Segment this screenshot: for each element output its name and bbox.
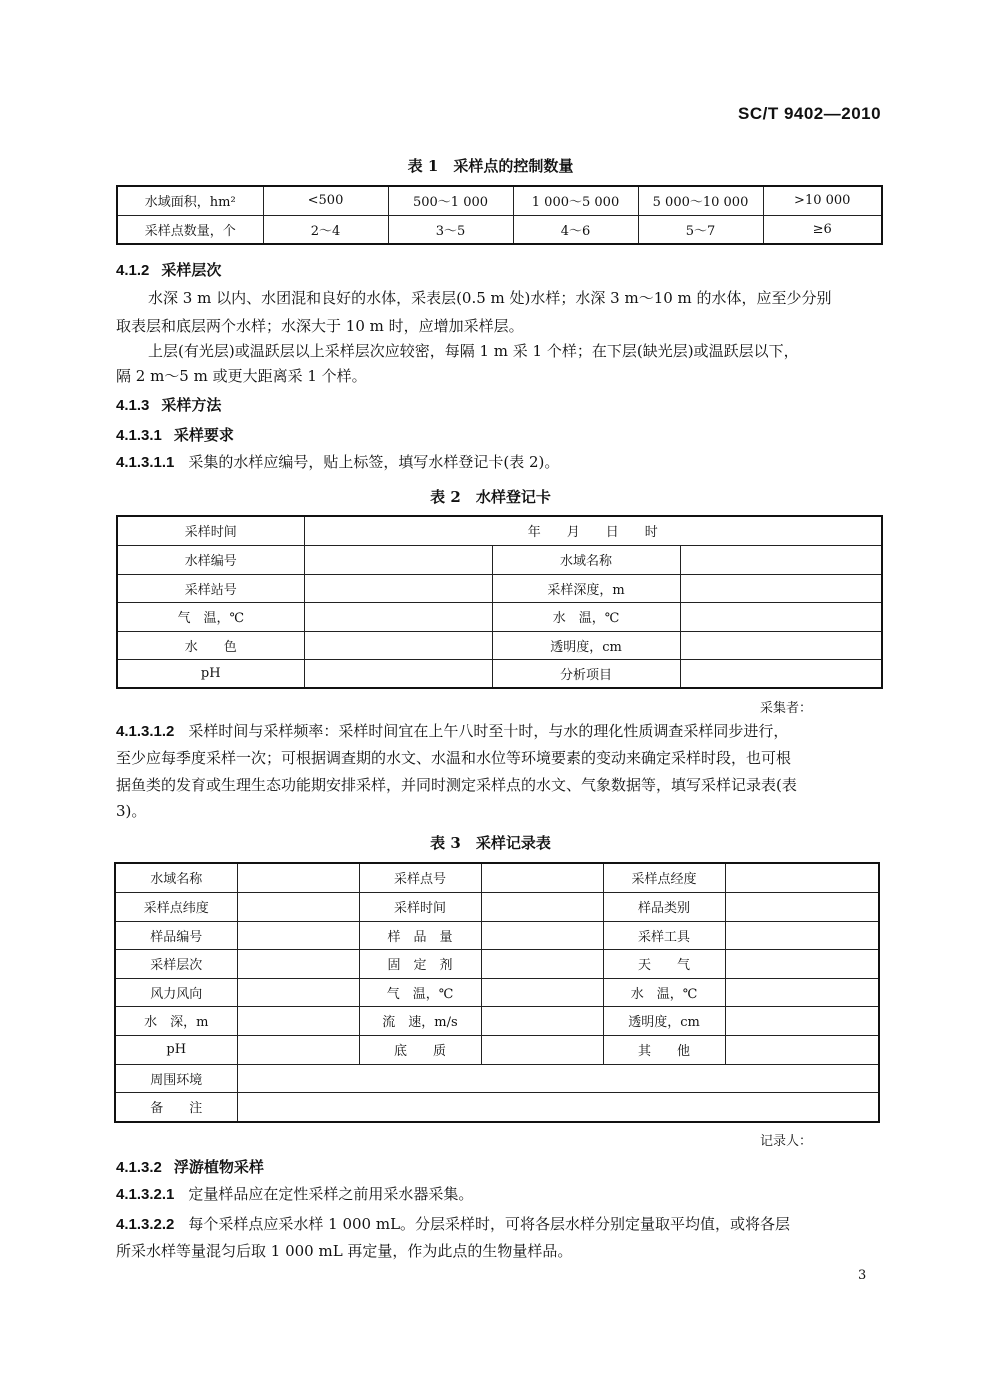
text-line: 至少应每季度采样一次；可根据调查期的水文、水温和水位等环境要素的变动来确定采样时段，也可根	[116, 749, 792, 767]
table-cell: 采样点经度	[603, 863, 725, 892]
table-cell: 备 注	[115, 1092, 237, 1122]
table-cell	[481, 863, 603, 892]
text-line: 取表层和底层两个水样；水深大于 10 m 时，应增加采样层。	[116, 317, 524, 335]
table-cell: >10 000	[763, 186, 882, 215]
table-cell	[237, 1092, 879, 1122]
table-cell: 2～4	[263, 215, 388, 244]
table-cell	[680, 574, 882, 602]
table-row	[115, 921, 879, 949]
table-cell: 采样点数量，个	[117, 215, 263, 244]
table-cell: 水域名称	[492, 545, 680, 574]
table3	[114, 862, 880, 1123]
table-cell	[237, 1064, 879, 1092]
text-line: 上层(有光层)或温跃层以上采样层次应较密，每隔 1 m 采 1 个样；在下层(缺光层)或温跃层以下，	[148, 342, 799, 360]
section-title: 采样要求	[173, 426, 234, 444]
table-cell: 水样编号	[117, 545, 304, 574]
paragraph	[116, 448, 880, 477]
table-cell: 水 深，m	[115, 1006, 237, 1035]
table-cell: 水 温，℃	[603, 978, 725, 1006]
text-line: 所采水样等量混匀后取 1 000 mL 再定量，作为此点的生物量样品。	[116, 1242, 573, 1260]
table1-caption: 表 1 采样点的控制数量	[407, 157, 574, 175]
table-cell: 采样工具	[603, 921, 725, 949]
table-cell	[481, 978, 603, 1006]
table-cell: 样品类别	[603, 892, 725, 921]
table2-caption: 表 2 水样登记卡	[430, 488, 551, 506]
table-cell	[237, 978, 359, 1006]
table-cell: pH	[115, 1035, 237, 1064]
table-cell: 透明度，cm	[492, 631, 680, 659]
section-number: 4.1.3.1.1	[116, 454, 175, 471]
table-cell: 水域名称	[115, 863, 237, 892]
paragraph	[116, 1237, 880, 1266]
section-title: 采样方法	[161, 396, 222, 414]
table-cell	[237, 1035, 359, 1064]
table-cell	[237, 1006, 359, 1035]
table-cell: 4～6	[513, 215, 638, 244]
standard-code: SC/T 9402—2010	[738, 104, 882, 123]
table1-row-count	[117, 215, 882, 244]
table-row	[115, 892, 879, 921]
table-row	[115, 1064, 879, 1092]
section-4-1-3-1-heading	[116, 424, 234, 445]
table-row	[117, 631, 882, 659]
paragraph	[116, 744, 880, 773]
text-line: 采集的水样应编号，贴上标签，填写水样登记卡(表 2)。	[188, 453, 560, 471]
paragraph	[116, 362, 880, 391]
table-row	[117, 516, 882, 545]
table-cell	[481, 1035, 603, 1064]
table-cell: 气 温，℃	[359, 978, 481, 1006]
section-4-1-3-2-heading	[116, 1156, 264, 1177]
table-row	[115, 949, 879, 978]
paragraph	[116, 797, 880, 826]
table-cell	[481, 892, 603, 921]
table-row	[115, 1092, 879, 1122]
table-row	[115, 1035, 879, 1064]
section-number: 4.1.3.2.1	[116, 1186, 175, 1203]
table-cell	[304, 545, 492, 574]
section-4-1-2-heading	[116, 259, 221, 280]
text-line: 采样时间与采样频率：采样时间宜在上午八时至十时，与水的理化性质调查采样同步进行，	[188, 722, 789, 740]
table-cell	[304, 602, 492, 631]
text-line: 水深 3 m 以内、水团混和良好的水体，采表层(0.5 m 处)水样；水深 3 m～10 m 的水体，应至少分别	[148, 289, 832, 307]
table1	[116, 185, 883, 245]
table-cell	[725, 1035, 879, 1064]
table-cell: <500	[263, 186, 388, 215]
table-cell: 采样点号	[359, 863, 481, 892]
table-cell: 透明度，cm	[603, 1006, 725, 1035]
table-cell	[680, 602, 882, 631]
table-cell: 采样深度，m	[492, 574, 680, 602]
table-cell: 样品编号	[115, 921, 237, 949]
text-line: 据鱼类的发育或生理生态功能期安排采样，并同时测定采样点的水文、气象数据等，填写采样记录表(表	[116, 776, 797, 794]
table-cell	[725, 949, 879, 978]
table2	[116, 515, 883, 689]
paragraph	[116, 771, 880, 800]
table-cell	[304, 631, 492, 659]
section-number: 4.1.3.2.2	[116, 1216, 175, 1233]
table-cell: 周围环境	[115, 1064, 237, 1092]
table-cell: 样 品 量	[359, 921, 481, 949]
table3-caption: 表 3 采样记录表	[430, 834, 551, 852]
table-cell	[481, 949, 603, 978]
table-cell	[725, 863, 879, 892]
table-cell	[725, 921, 879, 949]
text-line: 3)。	[116, 802, 147, 820]
table-cell: 底 质	[359, 1035, 481, 1064]
table-cell	[304, 659, 492, 688]
section-number: 4.1.3.2	[116, 1159, 162, 1176]
page-number: 3	[858, 1268, 867, 1283]
section-number: 4.1.3.1.2	[116, 723, 175, 740]
text-line: 定量样品应在定性采样之前用采水器采集。	[188, 1185, 474, 1203]
table-cell: 固 定 剂	[359, 949, 481, 978]
table-row	[117, 659, 882, 688]
section-number: 4.1.2	[116, 262, 150, 279]
table-cell	[680, 631, 882, 659]
table-cell	[680, 545, 882, 574]
paragraph	[116, 717, 880, 746]
table-row	[115, 863, 879, 892]
table-cell	[304, 574, 492, 602]
table-cell: pH	[117, 659, 304, 688]
table-cell	[237, 863, 359, 892]
paragraph	[116, 284, 880, 313]
table-cell: 水 色	[117, 631, 304, 659]
table-cell: 流 速，m/s	[359, 1006, 481, 1035]
table-cell	[237, 921, 359, 949]
table-cell: ≥6	[763, 215, 882, 244]
table-cell: 采样点纬度	[115, 892, 237, 921]
table-cell: 风力风向	[115, 978, 237, 1006]
table-row	[115, 978, 879, 1006]
recorder-signature: 记录人：	[760, 1134, 813, 1149]
section-title: 采样层次	[161, 261, 222, 279]
table-cell: 水域面积，hm²	[117, 186, 263, 215]
table-cell: 3～5	[388, 215, 513, 244]
table-cell	[725, 978, 879, 1006]
table-cell	[237, 892, 359, 921]
table-cell: 1 000～5 000	[513, 186, 638, 215]
paragraph	[116, 1180, 880, 1209]
table-cell: 采样时间	[359, 892, 481, 921]
section-title: 浮游植物采样	[173, 1158, 264, 1176]
table-cell	[237, 949, 359, 978]
table-cell: 500～1 000	[388, 186, 513, 215]
table-row	[117, 602, 882, 631]
table-cell: 采样站号	[117, 574, 304, 602]
table-cell: 5 000～10 000	[638, 186, 763, 215]
table1-row-area	[117, 186, 882, 215]
table-row	[117, 574, 882, 602]
text-line: 隔 2 m～5 m 或更大距离采 1 个样。	[116, 367, 367, 385]
section-number: 4.1.3	[116, 397, 150, 414]
table-cell: 年 月 日 时	[304, 516, 882, 545]
table-cell	[680, 659, 882, 688]
table-cell: 天 气	[603, 949, 725, 978]
section-4-1-3-heading	[116, 394, 221, 415]
table-cell: 其 他	[603, 1035, 725, 1064]
table-cell	[725, 1006, 879, 1035]
table-cell: 采样层次	[115, 949, 237, 978]
table-cell	[725, 892, 879, 921]
table-cell: 气 温，℃	[117, 602, 304, 631]
table-cell: 分析项目	[492, 659, 680, 688]
table-cell: 采样时间	[117, 516, 304, 545]
section-number: 4.1.3.1	[116, 427, 162, 444]
table-cell	[481, 1006, 603, 1035]
collector-signature: 采集者：	[760, 701, 813, 716]
table-cell: 水 温，℃	[492, 602, 680, 631]
table-cell	[481, 921, 603, 949]
text-line: 每个采样点应采水样 1 000 mL。分层采样时，可将各层水样分别定量取平均值，或将各层	[188, 1215, 791, 1233]
table-row	[115, 1006, 879, 1035]
table-row	[117, 545, 882, 574]
paragraph	[116, 1210, 880, 1239]
table-cell: 5～7	[638, 215, 763, 244]
